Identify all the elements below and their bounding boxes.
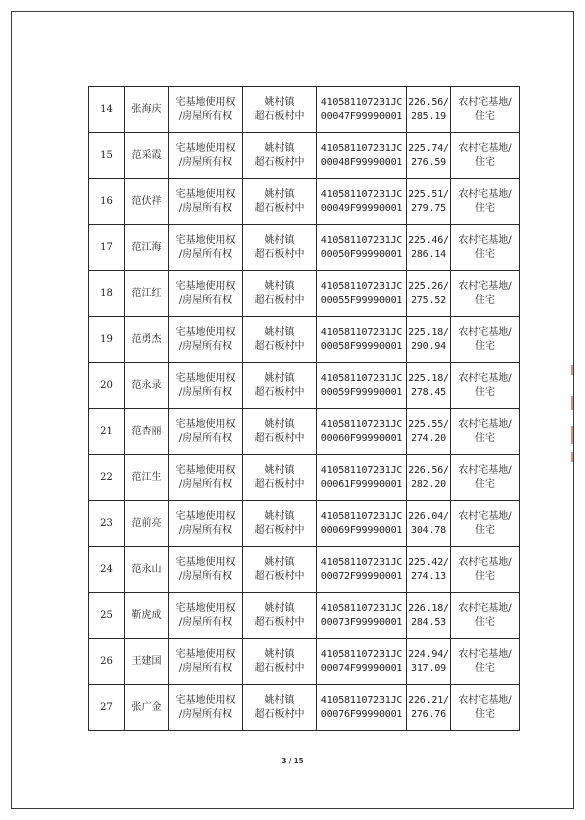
cell-location [243, 639, 317, 685]
cell-location-line: 超石板村中 [254, 156, 305, 168]
cell-owner-name: 张海庆 [125, 87, 169, 133]
cell-right-type-line: 宅基地使用权 [175, 280, 236, 292]
cell-area [407, 593, 451, 639]
cell-area-line: 304.78 [411, 524, 446, 536]
cell-area-line: 286.14 [411, 248, 446, 260]
cell-unit-code-line: 410581107231JC [320, 280, 403, 292]
cell-unit-code-line: 00058F99990001 [320, 340, 403, 352]
cell-location [243, 317, 317, 363]
cell-area-line: 226.56/ [408, 96, 449, 108]
cell-usage [451, 271, 520, 317]
cell-location [243, 501, 317, 547]
cell-usage-line: 住宅 [475, 524, 495, 536]
cell-usage [451, 133, 520, 179]
cell-unit-code [317, 409, 407, 455]
cell-right-type-line: 宅基地使用权 [175, 510, 236, 522]
cell-usage [451, 317, 520, 363]
cell-unit-code-line: 410581107231JC [320, 602, 403, 614]
cell-area-line: 224.94/ [408, 648, 449, 660]
cell-usage [451, 685, 520, 731]
cell-usage-line: 农村宅基地/ [458, 418, 512, 430]
cell-usage [451, 87, 520, 133]
cell-owner-name: 王建国 [125, 639, 169, 685]
table-row [89, 179, 520, 225]
cell-owner-name: 范伏祥 [125, 179, 169, 225]
cell-unit-code-line: 00047F99990001 [320, 110, 403, 122]
table-row [89, 271, 520, 317]
cell-location-line: 超石板村中 [254, 340, 305, 352]
cell-unit-code-line: 410581107231JC [320, 142, 403, 154]
cell-area-line: 276.76 [411, 708, 446, 720]
cell-location-line: 超石板村中 [254, 708, 305, 720]
table-row [89, 547, 520, 593]
cell-right-type-line: /房屋所有权 [178, 294, 233, 306]
cell-location-line: 超石板村中 [254, 662, 305, 674]
edge-red-mark [571, 396, 573, 410]
cell-area [407, 87, 451, 133]
cell-location-line: 姚村镇 [264, 234, 295, 246]
cell-area-line: 274.20 [411, 432, 446, 444]
cell-unit-code-line: 00048F99990001 [320, 156, 403, 168]
cell-right-type [169, 455, 243, 501]
cell-location [243, 179, 317, 225]
cell-location [243, 593, 317, 639]
cell-location-line: 超石板村中 [254, 248, 305, 260]
cell-usage-line: 农村宅基地/ [458, 694, 512, 706]
cell-location-line: 超石板村中 [254, 478, 305, 490]
cell-row-number: 15 [89, 133, 125, 179]
cell-unit-code [317, 271, 407, 317]
cell-area [407, 409, 451, 455]
cell-right-type [169, 133, 243, 179]
cell-unit-code-line: 00061F99990001 [320, 478, 403, 490]
cell-unit-code-line: 410581107231JC [320, 326, 403, 338]
cell-usage-line: 农村宅基地/ [458, 602, 512, 614]
cell-unit-code-line: 410581107231JC [320, 188, 403, 200]
cell-area-line: 278.45 [411, 386, 446, 398]
edge-red-mark [571, 452, 573, 462]
table-row [89, 87, 520, 133]
cell-right-type-line: /房屋所有权 [178, 110, 233, 122]
cell-area-line: 226.18/ [408, 602, 449, 614]
cell-unit-code-line: 00069F99990001 [320, 524, 403, 536]
cell-right-type-line: /房屋所有权 [178, 248, 233, 260]
cell-area-line: 225.51/ [408, 188, 449, 200]
cell-owner-name: 范杏丽 [125, 409, 169, 455]
cell-location [243, 685, 317, 731]
cell-unit-code [317, 547, 407, 593]
cell-usage [451, 501, 520, 547]
cell-owner-name: 范永山 [125, 547, 169, 593]
cell-location [243, 271, 317, 317]
cell-right-type-line: 宅基地使用权 [175, 188, 236, 200]
cell-owner-name: 靳虎成 [125, 593, 169, 639]
cell-unit-code [317, 593, 407, 639]
cell-location-line: 姚村镇 [264, 602, 295, 614]
cell-unit-code [317, 317, 407, 363]
cell-right-type-line: 宅基地使用权 [175, 372, 236, 384]
cell-right-type-line: 宅基地使用权 [175, 602, 236, 614]
cell-usage [451, 409, 520, 455]
cell-unit-code [317, 685, 407, 731]
cell-unit-code [317, 179, 407, 225]
cell-unit-code-line: 00049F99990001 [320, 202, 403, 214]
cell-area [407, 455, 451, 501]
cell-location-line: 姚村镇 [264, 188, 295, 200]
cell-area-line: 225.74/ [408, 142, 449, 154]
cell-owner-name: 范江红 [125, 271, 169, 317]
cell-owner-name: 范采霞 [125, 133, 169, 179]
cell-usage-line: 农村宅基地/ [458, 372, 512, 384]
cell-area [407, 501, 451, 547]
cell-location-line: 姚村镇 [264, 556, 295, 568]
cell-right-type [169, 409, 243, 455]
cell-unit-code [317, 455, 407, 501]
cell-right-type [169, 179, 243, 225]
cell-area-line: 226.56/ [408, 464, 449, 476]
cell-usage [451, 455, 520, 501]
cell-unit-code [317, 87, 407, 133]
cell-right-type [169, 547, 243, 593]
cell-usage-line: 住宅 [475, 662, 495, 674]
cell-location-line: 姚村镇 [264, 418, 295, 430]
cell-right-type [169, 501, 243, 547]
cell-area-line: 317.09 [411, 662, 446, 674]
cell-right-type-line: 宅基地使用权 [175, 142, 236, 154]
cell-right-type-line: /房屋所有权 [178, 478, 233, 490]
cell-usage-line: 住宅 [475, 340, 495, 352]
cell-usage-line: 住宅 [475, 202, 495, 214]
cell-usage [451, 593, 520, 639]
cell-unit-code-line: 410581107231JC [320, 648, 403, 660]
cell-right-type-line: /房屋所有权 [178, 570, 233, 582]
cell-location-line: 超石板村中 [254, 202, 305, 214]
cell-location-line: 超石板村中 [254, 386, 305, 398]
cell-usage-line: 农村宅基地/ [458, 556, 512, 568]
cell-unit-code-line: 410581107231JC [320, 464, 403, 476]
cell-location-line: 姚村镇 [264, 280, 295, 292]
cell-unit-code-line: 410581107231JC [320, 96, 403, 108]
cell-usage-line: 农村宅基地/ [458, 326, 512, 338]
cell-area [407, 317, 451, 363]
cell-right-type-line: 宅基地使用权 [175, 464, 236, 476]
cell-owner-name: 范前亮 [125, 501, 169, 547]
cell-area [407, 547, 451, 593]
cell-area-line: 225.46/ [408, 234, 449, 246]
cell-owner-name: 范江海 [125, 225, 169, 271]
table-row [89, 593, 520, 639]
cell-usage-line: 住宅 [475, 616, 495, 628]
cell-area [407, 225, 451, 271]
cell-location [243, 133, 317, 179]
cell-area-line: 282.20 [411, 478, 446, 490]
cell-usage-line: 农村宅基地/ [458, 188, 512, 200]
cell-location-line: 姚村镇 [264, 96, 295, 108]
cell-unit-code-line: 410581107231JC [320, 510, 403, 522]
cell-row-number: 19 [89, 317, 125, 363]
table-row [89, 409, 520, 455]
cell-location-line: 姚村镇 [264, 372, 295, 384]
cell-area-line: 274.13 [411, 570, 446, 582]
cell-location [243, 87, 317, 133]
cell-owner-name: 范江生 [125, 455, 169, 501]
table-row [89, 363, 520, 409]
cell-location [243, 363, 317, 409]
cell-area [407, 639, 451, 685]
cell-row-number: 20 [89, 363, 125, 409]
edge-red-mark [571, 426, 573, 444]
cell-usage-line: 农村宅基地/ [458, 96, 512, 108]
cell-right-type-line: /房屋所有权 [178, 432, 233, 444]
cell-unit-code [317, 639, 407, 685]
cell-area-line: 226.21/ [408, 694, 449, 706]
cell-area-line: 225.18/ [408, 372, 449, 384]
cell-area-line: 290.94 [411, 340, 446, 352]
cell-right-type-line: 宅基地使用权 [175, 326, 236, 338]
cell-unit-code-line: 00060F99990001 [320, 432, 403, 444]
cell-right-type-line: /房屋所有权 [178, 386, 233, 398]
cell-row-number: 22 [89, 455, 125, 501]
cell-row-number: 17 [89, 225, 125, 271]
cell-row-number: 23 [89, 501, 125, 547]
cell-right-type [169, 593, 243, 639]
cell-area-line: 225.26/ [408, 280, 449, 292]
cell-unit-code [317, 501, 407, 547]
cell-location-line: 超石板村中 [254, 294, 305, 306]
property-records-table [88, 86, 520, 731]
cell-usage [451, 225, 520, 271]
cell-unit-code-line: 00059F99990001 [320, 386, 403, 398]
cell-unit-code-line: 410581107231JC [320, 556, 403, 568]
cell-area-line: 279.75 [411, 202, 446, 214]
cell-location-line: 姚村镇 [264, 694, 295, 706]
table-row [89, 501, 520, 547]
cell-location-line: 姚村镇 [264, 648, 295, 660]
cell-usage-line: 农村宅基地/ [458, 280, 512, 292]
cell-usage-line: 住宅 [475, 708, 495, 720]
page-number: 3 / 15 [281, 757, 304, 765]
cell-right-type-line: 宅基地使用权 [175, 648, 236, 660]
cell-unit-code-line: 410581107231JC [320, 418, 403, 430]
cell-right-type [169, 363, 243, 409]
cell-row-number: 16 [89, 179, 125, 225]
cell-right-type-line: /房屋所有权 [178, 524, 233, 536]
table-row [89, 455, 520, 501]
cell-right-type-line: 宅基地使用权 [175, 96, 236, 108]
cell-area [407, 271, 451, 317]
cell-unit-code-line: 00076F99990001 [320, 708, 403, 720]
cell-usage-line: 农村宅基地/ [458, 510, 512, 522]
cell-location [243, 225, 317, 271]
table-row [89, 225, 520, 271]
cell-usage-line: 住宅 [475, 432, 495, 444]
cell-right-type [169, 87, 243, 133]
cell-row-number: 25 [89, 593, 125, 639]
cell-location [243, 409, 317, 455]
cell-unit-code [317, 133, 407, 179]
cell-owner-name: 范勇杰 [125, 317, 169, 363]
cell-usage-line: 住宅 [475, 248, 495, 260]
cell-usage-line: 农村宅基地/ [458, 648, 512, 660]
cell-right-type [169, 317, 243, 363]
cell-owner-name: 张广金 [125, 685, 169, 731]
table-row [89, 133, 520, 179]
table-row [89, 317, 520, 363]
cell-unit-code [317, 225, 407, 271]
cell-location-line: 姚村镇 [264, 510, 295, 522]
cell-location-line: 超石板村中 [254, 570, 305, 582]
cell-usage-line: 农村宅基地/ [458, 234, 512, 246]
cell-area-line: 285.19 [411, 110, 446, 122]
cell-location [243, 547, 317, 593]
cell-location-line: 超石板村中 [254, 110, 305, 122]
cell-usage [451, 639, 520, 685]
cell-area-line: 225.42/ [408, 556, 449, 568]
cell-unit-code-line: 00055F99990001 [320, 294, 403, 306]
cell-right-type-line: /房屋所有权 [178, 616, 233, 628]
cell-usage-line: 住宅 [475, 386, 495, 398]
cell-owner-name: 范永录 [125, 363, 169, 409]
cell-usage [451, 363, 520, 409]
cell-right-type-line: /房屋所有权 [178, 662, 233, 674]
cell-area-line: 226.04/ [408, 510, 449, 522]
cell-location-line: 姚村镇 [264, 464, 295, 476]
cell-row-number: 18 [89, 271, 125, 317]
cell-right-type-line: /房屋所有权 [178, 340, 233, 352]
cell-usage-line: 住宅 [475, 156, 495, 168]
cell-row-number: 24 [89, 547, 125, 593]
cell-right-type-line: 宅基地使用权 [175, 234, 236, 246]
cell-unit-code-line: 410581107231JC [320, 694, 403, 706]
cell-usage-line: 农村宅基地/ [458, 464, 512, 476]
cell-usage-line: 住宅 [475, 570, 495, 582]
cell-area-line: 276.59 [411, 156, 446, 168]
table-body [89, 87, 520, 731]
cell-location-line: 姚村镇 [264, 326, 295, 338]
cell-right-type-line: 宅基地使用权 [175, 418, 236, 430]
cell-right-type-line: /房屋所有权 [178, 156, 233, 168]
cell-location [243, 455, 317, 501]
edge-red-mark [571, 365, 573, 375]
cell-unit-code-line: 00073F99990001 [320, 616, 403, 628]
cell-right-type [169, 271, 243, 317]
cell-right-type-line: 宅基地使用权 [175, 694, 236, 706]
cell-right-type-line: 宅基地使用权 [175, 556, 236, 568]
cell-usage [451, 547, 520, 593]
cell-usage-line: 住宅 [475, 478, 495, 490]
cell-row-number: 14 [89, 87, 125, 133]
cell-right-type [169, 685, 243, 731]
cell-unit-code-line: 410581107231JC [320, 372, 403, 384]
cell-location-line: 姚村镇 [264, 142, 295, 154]
table-row [89, 685, 520, 731]
cell-right-type [169, 225, 243, 271]
cell-usage-line: 住宅 [475, 110, 495, 122]
cell-row-number: 27 [89, 685, 125, 731]
cell-area-line: 284.53 [411, 616, 446, 628]
cell-location-line: 超石板村中 [254, 432, 305, 444]
cell-unit-code-line: 00072F99990001 [320, 570, 403, 582]
cell-location-line: 超石板村中 [254, 616, 305, 628]
cell-area-line: 275.52 [411, 294, 446, 306]
cell-location-line: 超石板村中 [254, 524, 305, 536]
cell-usage-line: 住宅 [475, 294, 495, 306]
cell-right-type-line: /房屋所有权 [178, 202, 233, 214]
cell-row-number: 21 [89, 409, 125, 455]
cell-right-type [169, 639, 243, 685]
cell-row-number: 26 [89, 639, 125, 685]
cell-unit-code-line: 00074F99990001 [320, 662, 403, 674]
cell-unit-code-line: 410581107231JC [320, 234, 403, 246]
cell-area [407, 685, 451, 731]
cell-unit-code-line: 00050F99990001 [320, 248, 403, 260]
cell-area [407, 179, 451, 225]
cell-area-line: 225.55/ [408, 418, 449, 430]
cell-usage [451, 179, 520, 225]
cell-right-type-line: /房屋所有权 [178, 708, 233, 720]
cell-unit-code [317, 363, 407, 409]
cell-area [407, 133, 451, 179]
table-row [89, 639, 520, 685]
cell-area-line: 225.18/ [408, 326, 449, 338]
cell-usage-line: 农村宅基地/ [458, 142, 512, 154]
cell-area [407, 363, 451, 409]
